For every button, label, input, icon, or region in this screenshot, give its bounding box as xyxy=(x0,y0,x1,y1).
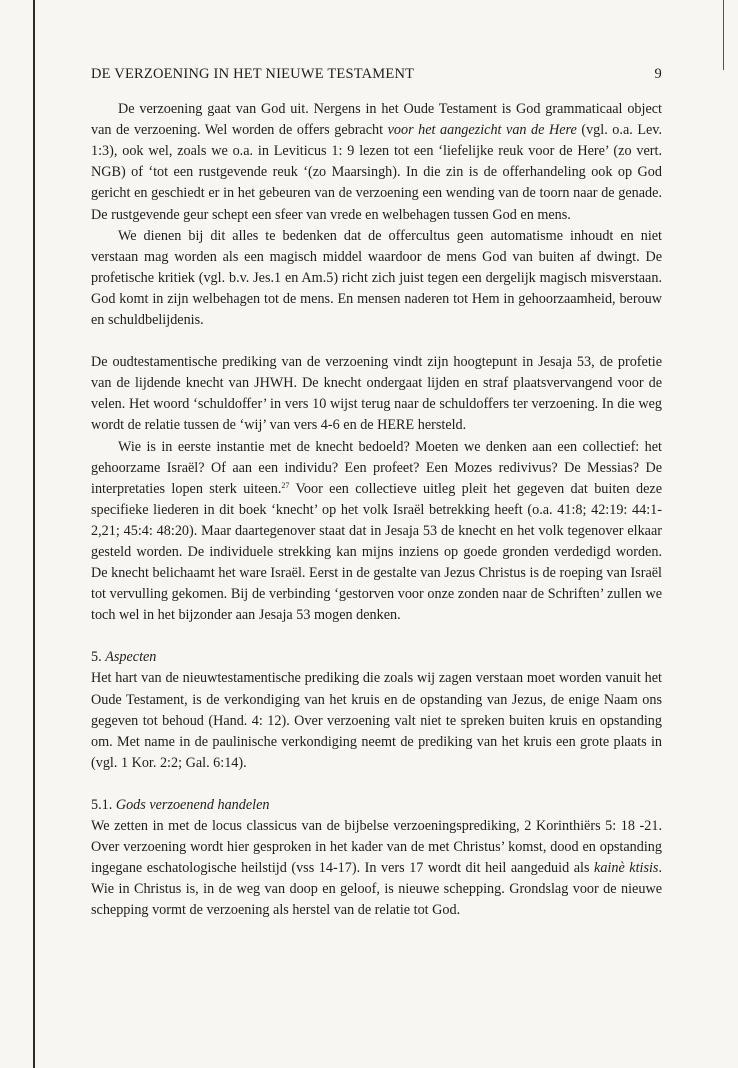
section-5-1-heading xyxy=(91,795,662,816)
page-edge xyxy=(723,0,724,70)
binding-edge xyxy=(33,0,35,1068)
p4-text-b: Voor een collectieve uitleg pleit het gegeven dat buiten deze specifieke liederen in dit boek ‘knecht’ op het volk Israël betrekking heeft (o.a. 41:8; 42:19: 44:1-2,21; 45:4: 48:20). Maar daartegenover staat dat in Jesaja 53 de knecht en het volk tegenover elkaar gesteld worden. De individuele strekking kan mijns inziens op goede gronden verdedigd worden. De knecht belichaamt het ware Israël. Eerst in de gestalte van Jezus Christus is de roeping van Israël tot vervulling gekomen. Bij de verbinding ‘gestorven voor onze zonden naar de Schriften’ zullen we toch wel in het bijzonder aan Jesaja 53 mogen denken. xyxy=(91,480,662,624)
s51-italic: kainè ktisis xyxy=(594,860,659,877)
p1-text-a: De verzoening gaat van God uit. Nergens in het Oude Testament is God grammaticaal object van de verzoening. Wel worden de offers gebracht xyxy=(91,101,662,139)
running-head-title: DE VERZOENING IN HET NIEUWE TESTAMENT xyxy=(91,66,415,82)
section-5-1-title: Gods verzoenend handelen xyxy=(115,796,270,813)
section-5-heading xyxy=(91,647,662,668)
page-number: 9 xyxy=(654,66,662,82)
section-5-number: 5. xyxy=(91,649,106,666)
paragraph-4 xyxy=(91,437,662,627)
paragraph-1 xyxy=(91,99,662,226)
section-5-1-text xyxy=(91,816,662,921)
running-head xyxy=(91,64,662,85)
p1-italic: voor het aangezicht van de Here xyxy=(387,122,577,139)
p4-text-a: Wie is in eerste instantie met de knecht bedoeld? Moeten we denken aan een collectief: het gehoorzame Israël? Of aan een individu? Een profeet? Een Mozes redivivus? De Messias? De interpretaties lopen sterk uiteen. xyxy=(91,438,662,497)
paragraph-2: We dienen bij dit alles te bedenken dat de offercultus geen automatisme inhoudt en niet verstaan mag worden als een magisch middel waardoor de mens God van buiten af dwingt. De profetische kritiek (vgl. b.v. Jes.1 en Am.5) richt zich juist tegen een dergelijk magisch misverstaan. God komt in zijn welbehagen tot de mens. En mensen naderen tot Hem in gehoorzaamheid, berouw en schuldbelijdenis. xyxy=(91,227,662,329)
paragraph-3: De oudtestamentische prediking van de verzoening vindt zijn hoogtepunt in Jesaja 53, de profetie van de lijdende knecht van JHWH. De knecht ondergaat lijden en straf plaatsvervangend voor de velen. Het woord ‘schuldoffer’ in vers 10 wijst terug naar de schuldoffers ter verzoening. In die weg wordt de relatie tussen de ‘wij’ van vers 4-6 en de HERE hersteld. xyxy=(91,354,662,434)
p1-text-c: (vgl. o.a. Lev. 1:3), ook wel, zoals we o.a. in Leviticus 1: 9 lezen tot een ‘liefelijke reuk voor de Here’ (zo vert. NGB) of ‘tot een rustgevende reuk ‘(zo Maarsingh). In die zin is de offerhandeling ook op God gericht en geschiedt er in het gebeuren van de verzoening een wending van de toorn naar de genade. De rustgevende geur schept een sfeer van vrede en welbehagen tussen God en mens. xyxy=(91,122,663,223)
section-5-text: Het hart van de nieuwtestamentische prediking die zoals wij zagen verstaan moet worden vanuit het Oude Testament, is de verkondiging van het kruis en de opstanding van Jezus, de enige Naam ons gegeven tot behoud (Hand. 4: 12). Over verzoening valt niet te spreken buiten kruis en opstanding om. Met name in de paulinische verkondiging neemt de prediking van het kruis een grote plaats in (vgl. 1 Kor. 2:2; Gal. 6:14). xyxy=(91,670,662,771)
footnote-ref: 27 xyxy=(281,480,290,490)
page-content xyxy=(91,64,662,921)
s51-text-a: We zetten in met de locus classicus van de bijbelse verzoeningsprediking, 2 Korinthiërs 5: 18 -21. Over verzoening wordt hier gesproken in het kader van de met Christus’ komst, dood en opstanding ingegane eschatologische heilstijd (vss 14-17). In vers 17 wordt dit heil aangeduid als xyxy=(91,818,662,877)
section-5-1-number: 5.1. xyxy=(91,796,116,813)
section-5-title: Aspecten xyxy=(105,649,157,666)
s51-text-c: . Wie in Christus is, in de weg van doop en geloof, is nieuwe schepping. Grondslag voor de nieuwe schepping vormt de verzoening als herstel van de relatie tot God. xyxy=(91,860,662,919)
